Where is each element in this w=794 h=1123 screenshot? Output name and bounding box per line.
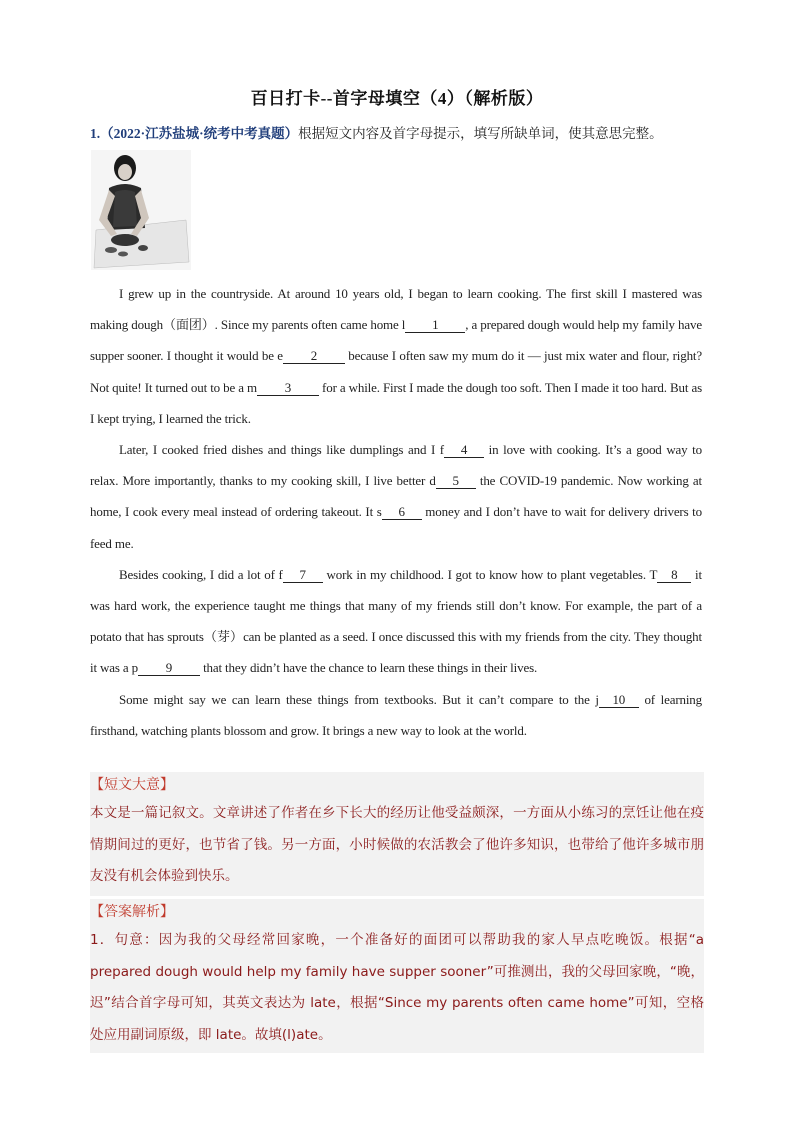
- passage: [90, 278, 702, 746]
- blank-8: 8: [657, 568, 691, 583]
- blank-5: 5: [436, 474, 476, 489]
- analysis-text: 1．句意：因为我的父母经常回家晚，一个准备好的面团可以帮助我的家人早点吃晚饭。根据“a prepared dough would help my family have supper sooner”可推测出，我的父母回家晚，“晚，迟”结合首字母可知，其英文表达为 late，根据“Since my parents often came home”可知，空格处应用副词原级，即 late。故填(l)ate。: [90, 932, 704, 1043]
- illustration-cooking-person: [91, 150, 191, 270]
- question-number: 1.: [90, 126, 101, 141]
- analysis-header: 【答案解析】: [90, 904, 174, 920]
- summary-header: 【短文大意】: [90, 777, 174, 793]
- summary-section: [90, 772, 704, 896]
- passage-paragraph-2: Later, I cooked fried dishes and things like dumplings and I f 4 in love with cooking. It’s a good way to relax. More importantly, thanks to my cooking skill, I live better d 5 the COVID-19 pandemic. Now working at home, I cook every meal instead of ordering takeout. It s 6 money and I don’t have to wait for delivery drivers to feed me.: [90, 442, 702, 551]
- question-header: [90, 124, 710, 144]
- blank-6: 6: [382, 505, 422, 520]
- blank-9: 9: [138, 661, 200, 676]
- analysis-section: [90, 899, 704, 1053]
- passage-paragraph-4: Some might say we can learn these things from textbooks. But it can’t compare to the j 10 of learning firsthand, watching plants blossom and grow. It brings a new way to look at the world.: [90, 691, 703, 738]
- blank-10: 10: [599, 693, 639, 708]
- passage-paragraph-1: I grew up in the countryside. At around 10 years old, I began to learn cooking. The first skill I mastered was making dough（面团）. Since my parents often came home l 1 , a prepared dough would help my family have supper sooner. I thought it would be e 2 because I often saw my mum do it — just mix water and flour, right? Not quite! It turned out to be a m 3 for a while. First I made the dough too soft. Then I made it too hard. But as I kept trying, I learned the trick.: [90, 286, 702, 426]
- summary-text: 本文是一篇记叙文。文章讲述了作者在乡下长大的经历让他受益颇深，一方面从小练习的烹饪让他在疫情期间过的更好，也节省了钱。另一方面，小时候做的农活教会了他许多知识，也带给了他许多城市朋友没有机会体验到快乐。: [90, 805, 704, 884]
- passage-paragraph-3: Besides cooking, I did a lot of f 7 work in my childhood. I got to know how to plant vegetables. T 8 it was hard work, the experience taught me things that many of my friends still don’t know. For example, the part of a potato that has sprouts（芽）can be planted as a seed. I once discussed this with my friends from the city. They thought it was a p 9 that they didn’t have the chance to learn these things in their lives.: [90, 566, 702, 676]
- blank-7: 7: [283, 568, 323, 583]
- question-source: （2022·江苏盐城·统考中考真题）: [100, 126, 299, 141]
- blank-3: 3: [257, 381, 319, 396]
- blank-1: 1: [405, 318, 465, 333]
- page-title: 百日打卡--首字母填空（4）（解析版）: [250, 89, 544, 108]
- blank-4: 4: [444, 443, 484, 458]
- question-instruction: 根据短文内容及首字母提示，填写所缺单词，使其意思完整。: [298, 126, 663, 141]
- blank-2: 2: [283, 349, 345, 364]
